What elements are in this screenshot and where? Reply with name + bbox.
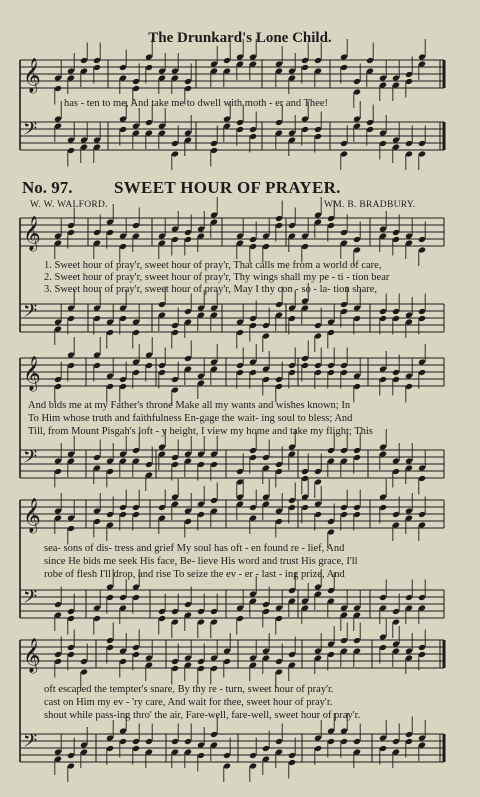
bass-clef: 𝄢 (23, 731, 38, 756)
lyric-b3-l2: since He bids me seek His face, Be- lieve His word and trust His grace, I'll (44, 556, 358, 567)
hymn-title: SWEET HOUR OF PRAYER. (114, 178, 341, 197)
treble-clef: 𝄞 (23, 638, 41, 673)
lyric-b2-l2: To Him whose truth and faithfulness En-gage the wait- ing soul to bless; And (28, 413, 353, 424)
previous-hymn-title: The Drunkard's Lone Child. (148, 30, 332, 46)
bass-clef: 𝄢 (23, 301, 38, 326)
previous-hymn-lyric: has - ten to me, And take me to dwell with moth - er and Thee! (64, 98, 328, 109)
lyric-b3-l1: sea- sons of dis- tress and grief My soul has oft - en found re - lief, And (44, 543, 345, 554)
lyric-b4-l1: oft escaped the tempter's snare, By thy re - turn, sweet hour of pray'r. (44, 684, 334, 695)
music-credit: WM. B. BRADBURY. (324, 200, 416, 210)
treble-clef: 𝄞 (23, 216, 41, 251)
lyric-b2-l1: And bids me at my Father's throne Make all my wants and wishes known; In (28, 400, 351, 411)
lyric-b1-l2: 2. Sweet hour of pray'r, sweet hour of pray'r, Thy wings shall my pe - ti - tion bear (44, 272, 390, 283)
treble-clef: 𝄞 (23, 356, 41, 391)
words-credit: W. W. WALFORD. (30, 200, 108, 210)
lyric-b4-l3: shout while pass-ing thro' the air, Fare-well, fare-well, sweet hour of pray'r. (44, 710, 361, 721)
lyric-b2-l3: Till, from Mount Pisgah's loft - y height, I view my home and take my flight; This (28, 426, 373, 437)
lyric-b3-l3: robe of flesh I'll drop, and rise To seize the ev - er - last - ing prize, And (44, 569, 345, 580)
hymn-number: No. 97. (22, 178, 73, 197)
bass-clef: 𝄢 (23, 587, 38, 612)
lyric-b1-l1: 1. Sweet hour of pray'r, sweet hour of pray'r, That calls me from a world of care, (44, 260, 382, 271)
treble-clef: 𝄞 (23, 498, 41, 533)
bass-clef: 𝄢 (23, 119, 38, 144)
lyric-b1-l3: 3. Sweet hour of pray'r, sweet hour of pray'r, May I thy con - so - la- tion share, (44, 284, 378, 295)
treble-clef: 𝄞 (23, 58, 41, 93)
bass-clef: 𝄢 (23, 447, 38, 472)
lyric-b4-l2: cast on Him my ev - 'ry care, And wait for thee, sweet hour of pray'r. (44, 697, 333, 708)
